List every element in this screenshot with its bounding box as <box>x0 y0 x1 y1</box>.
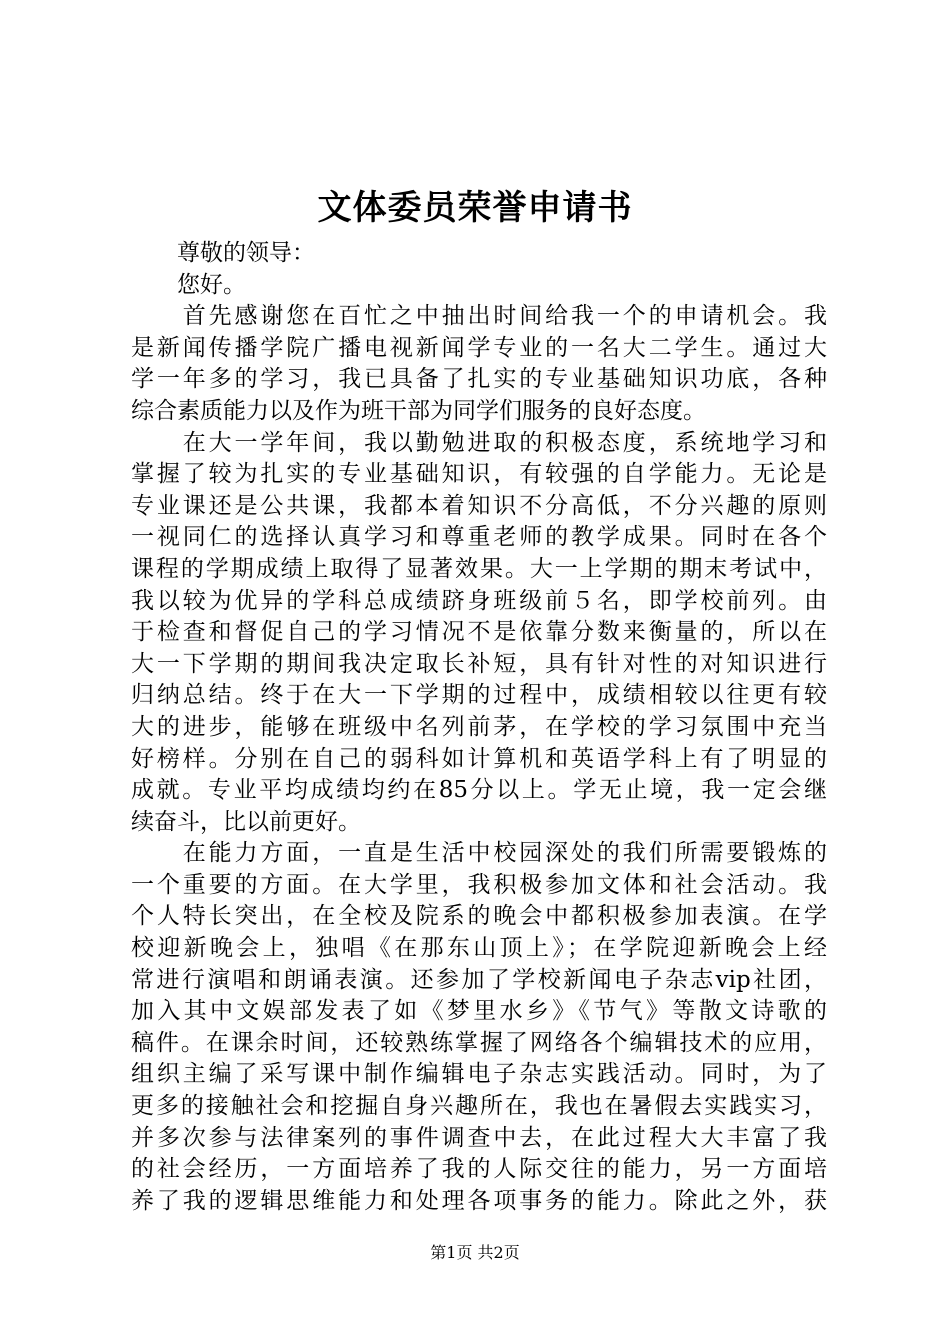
text-line: 综合素质能力以及作为班干部为同学们服务的良好态度。 <box>131 397 706 424</box>
text-line: 养了我的逻辑思维能力和处理各项事务的能力。除此之外，获 <box>131 1187 827 1214</box>
text-line: 成就。专业平均成绩均约在85分以上。学无止境，我一定会继 <box>131 777 827 804</box>
text-line: 大一下学期的期间我决定取长补短，具有针对性的对知识进行 <box>131 650 827 677</box>
text-line: 于检查和督促自己的学习情况不是依靠分数来衡量的，所以在 <box>131 619 827 646</box>
text-line: 校迎新晚会上，独唱《在那东山顶上》；在学院迎新晚会上经 <box>131 935 827 962</box>
text-line: 归纳总结。终于在大一下学期的过程中，成绩相较以往更有较 <box>131 682 827 709</box>
text-line: 常进行演唱和朗诵表演。还参加了学校新闻电子杂志vip社团， <box>131 966 827 993</box>
text-line: 稿件。在课余时间，还较熟练掌握了网络各个编辑技术的应用， <box>131 1029 827 1056</box>
text-line: 课程的学期成绩上取得了显著效果。大一上学期的期末考试中， <box>131 555 827 582</box>
text-line: 掌握了较为扎实的专业基础知识，有较强的自学能力。无论是 <box>131 461 827 488</box>
page-number-footer: 第1页 共2页 <box>430 1243 520 1262</box>
text-line: 首先感谢您在百忙之中抽出时间给我一个的申请机会。我 <box>131 303 827 330</box>
text-line: 一视同仁的选择认真学习和尊重老师的教学成果。同时在各个 <box>131 524 827 551</box>
text-line: 在大一学年间，我以勤勉进取的积极态度，系统地学习和 <box>131 429 827 456</box>
text-line: 更多的接触社会和挖掘自身兴趣所在，我也在暑假去实践实习， <box>131 1093 827 1120</box>
text-line: 尊敬的领导： <box>131 240 315 266</box>
text-line: 在能力方面，一直是生活中校园深处的我们所需要锻炼的 <box>131 840 827 867</box>
text-line: 并多次参与法律案列的事件调查中去，在此过程大大丰富了我 <box>131 1124 827 1151</box>
text-line: 我以较为优异的学科总成绩跻身班级前５名，即学校前列。由 <box>131 587 827 614</box>
text-line: 组织主编了采写课中制作编辑电子杂志实践活动。同时，为了 <box>131 1061 827 1088</box>
text-line: 续奋斗，比以前更好。 <box>131 808 361 835</box>
text-line: 大的进步，能够在班级中名列前茅，在学校的学习氛围中充当 <box>131 713 827 740</box>
document-body <box>131 238 827 1217</box>
text-line: 个人特长突出，在全校及院系的晚会中都积极参加表演。在学 <box>131 903 827 930</box>
document-title: 文体委员荣誉申请书 <box>317 188 633 228</box>
text-line: 是新闻传播学院广播电视新闻学专业的一名大二学生。通过大 <box>131 334 827 361</box>
text-line: 学一年多的学习，我已具备了扎实的专业基础知识功底，各种 <box>131 366 827 393</box>
text-line: 好榜样。分别在自己的弱科如计算机和英语学科上有了明显的 <box>131 745 827 772</box>
text-line: 加入其中文娱部发表了如《梦里水乡》《节气》等散文诗歌的 <box>131 998 827 1025</box>
text-line: 专业课还是公共课，我都本着知识不分高低，不分兴趣的原则 <box>131 492 827 519</box>
text-line: 您好。 <box>131 271 246 298</box>
text-line: 的社会经历，一方面培养了我的人际交往的能力，另一方面培 <box>131 1156 827 1183</box>
text-line: 一个重要的方面。在大学里，我积极参加文体和社会活动。我 <box>131 871 827 898</box>
